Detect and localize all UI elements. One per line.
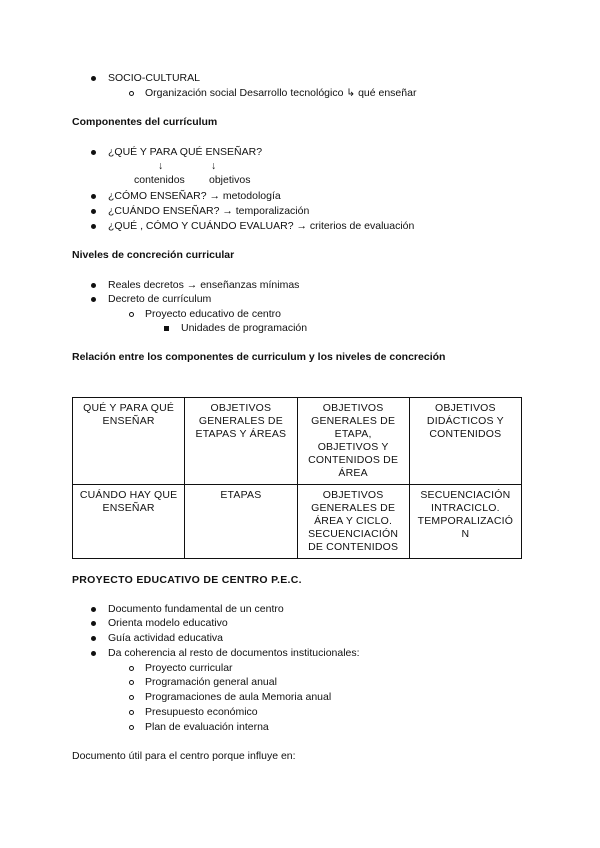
table-cell: ETAPAS bbox=[185, 485, 297, 559]
bullet-marker bbox=[91, 194, 96, 199]
table-cell: QUÉ Y PARA QUÉ ENSEÑAR bbox=[73, 398, 185, 485]
list-item: Guía actividad educativa bbox=[108, 632, 223, 644]
table-row bbox=[73, 398, 522, 485]
bullet-marker bbox=[91, 150, 96, 155]
bullet-marker bbox=[91, 651, 96, 656]
heading-pec: PROYECTO EDUCATIVO DE CENTRO P.E.C. bbox=[72, 574, 302, 586]
heading-niveles: Niveles de concreción curricular bbox=[72, 249, 235, 261]
list-subitem: Presupuesto económico bbox=[145, 706, 258, 718]
relation-table bbox=[72, 397, 522, 559]
list-subitem: Plan de evaluación interna bbox=[145, 721, 269, 733]
table-cell: CUÁNDO HAY QUE ENSEÑAR bbox=[73, 485, 185, 559]
list-item: Documento fundamental de un centro bbox=[108, 603, 284, 615]
label-contenidos: contenidos bbox=[134, 174, 185, 186]
bullet-marker bbox=[91, 297, 96, 302]
arrow-down-icon: ↓ bbox=[211, 160, 217, 172]
square-marker bbox=[164, 326, 169, 331]
table-cell: OBJETIVOS GENERALES DE ETAPAS Y ÁREAS bbox=[185, 398, 297, 485]
list-item: Da coherencia al resto de documentos institucionales: bbox=[108, 647, 360, 659]
list-item-cuando-ensenar: ¿CUÁNDO ENSEÑAR? → temporalización bbox=[108, 205, 310, 217]
circle-marker bbox=[129, 666, 134, 671]
list-subitem: Programación general anual bbox=[145, 676, 277, 688]
circle-marker bbox=[129, 680, 134, 685]
list-item-socio-cultural: SOCIO-CULTURAL bbox=[108, 72, 200, 84]
list-item-que-ensenar: ¿QUÉ Y PARA QUÉ ENSEÑAR? bbox=[108, 146, 263, 158]
list-subitem: Programaciones de aula Memoria anual bbox=[145, 691, 332, 703]
list-subitem: Proyecto curricular bbox=[145, 662, 233, 674]
label-objetivos: objetivos bbox=[209, 174, 251, 186]
circle-marker bbox=[129, 725, 134, 730]
list-subitem-proyecto: Proyecto educativo de centro bbox=[145, 308, 281, 320]
bullet-marker bbox=[91, 607, 96, 612]
circle-marker bbox=[129, 710, 134, 715]
list-item-decreto: Decreto de currículum bbox=[108, 293, 212, 305]
circle-marker bbox=[129, 91, 134, 96]
table-cell: SECUENCIACIÓN INTRACICLO. TEMPORALIZACIÓ N bbox=[409, 485, 521, 559]
table-cell: OBJETIVOS GENERALES DE ETAPA, OBJETIVOS Y CONTENIDOS DE ÁREA bbox=[297, 398, 409, 485]
list-item-como-ensenar: ¿CÓMO ENSEÑAR? → metodología bbox=[108, 190, 281, 202]
table-cell: OBJETIVOS DIDÁCTICOS Y CONTENIDOS bbox=[409, 398, 521, 485]
bullet-marker bbox=[91, 224, 96, 229]
list-item: Orienta modelo educativo bbox=[108, 617, 228, 629]
bullet-marker bbox=[91, 283, 96, 288]
bullet-marker bbox=[91, 621, 96, 626]
list-item-reales-decretos: Reales decretos → enseñanzas mínimas bbox=[108, 279, 300, 291]
heading-relacion: Relación entre los componentes de curriculum y los niveles de concreción bbox=[72, 351, 446, 363]
list-item-evaluar: ¿QUÉ , CÓMO Y CUÁNDO EVALUAR? → criterios de evaluación bbox=[108, 220, 415, 232]
bullet-marker bbox=[91, 636, 96, 641]
arrow-down-icon: ↓ bbox=[158, 160, 164, 172]
circle-marker bbox=[129, 312, 134, 317]
bullet-marker bbox=[91, 209, 96, 214]
closing-paragraph: Documento útil para el centro porque influye en: bbox=[72, 750, 296, 762]
heading-componentes: Componentes del currículum bbox=[72, 116, 218, 128]
bullet-marker bbox=[91, 76, 96, 81]
list-subsubitem-unidades: Unidades de programación bbox=[181, 322, 308, 334]
table-row bbox=[73, 485, 522, 559]
circle-marker bbox=[129, 695, 134, 700]
table-cell: OBJETIVOS GENERALES DE ÁREA Y CICLO. SECUENCIACIÓN DE CONTENIDOS bbox=[297, 485, 409, 559]
list-subitem-organizacion: Organización social Desarrollo tecnológico ↳ qué enseñar bbox=[145, 87, 417, 99]
